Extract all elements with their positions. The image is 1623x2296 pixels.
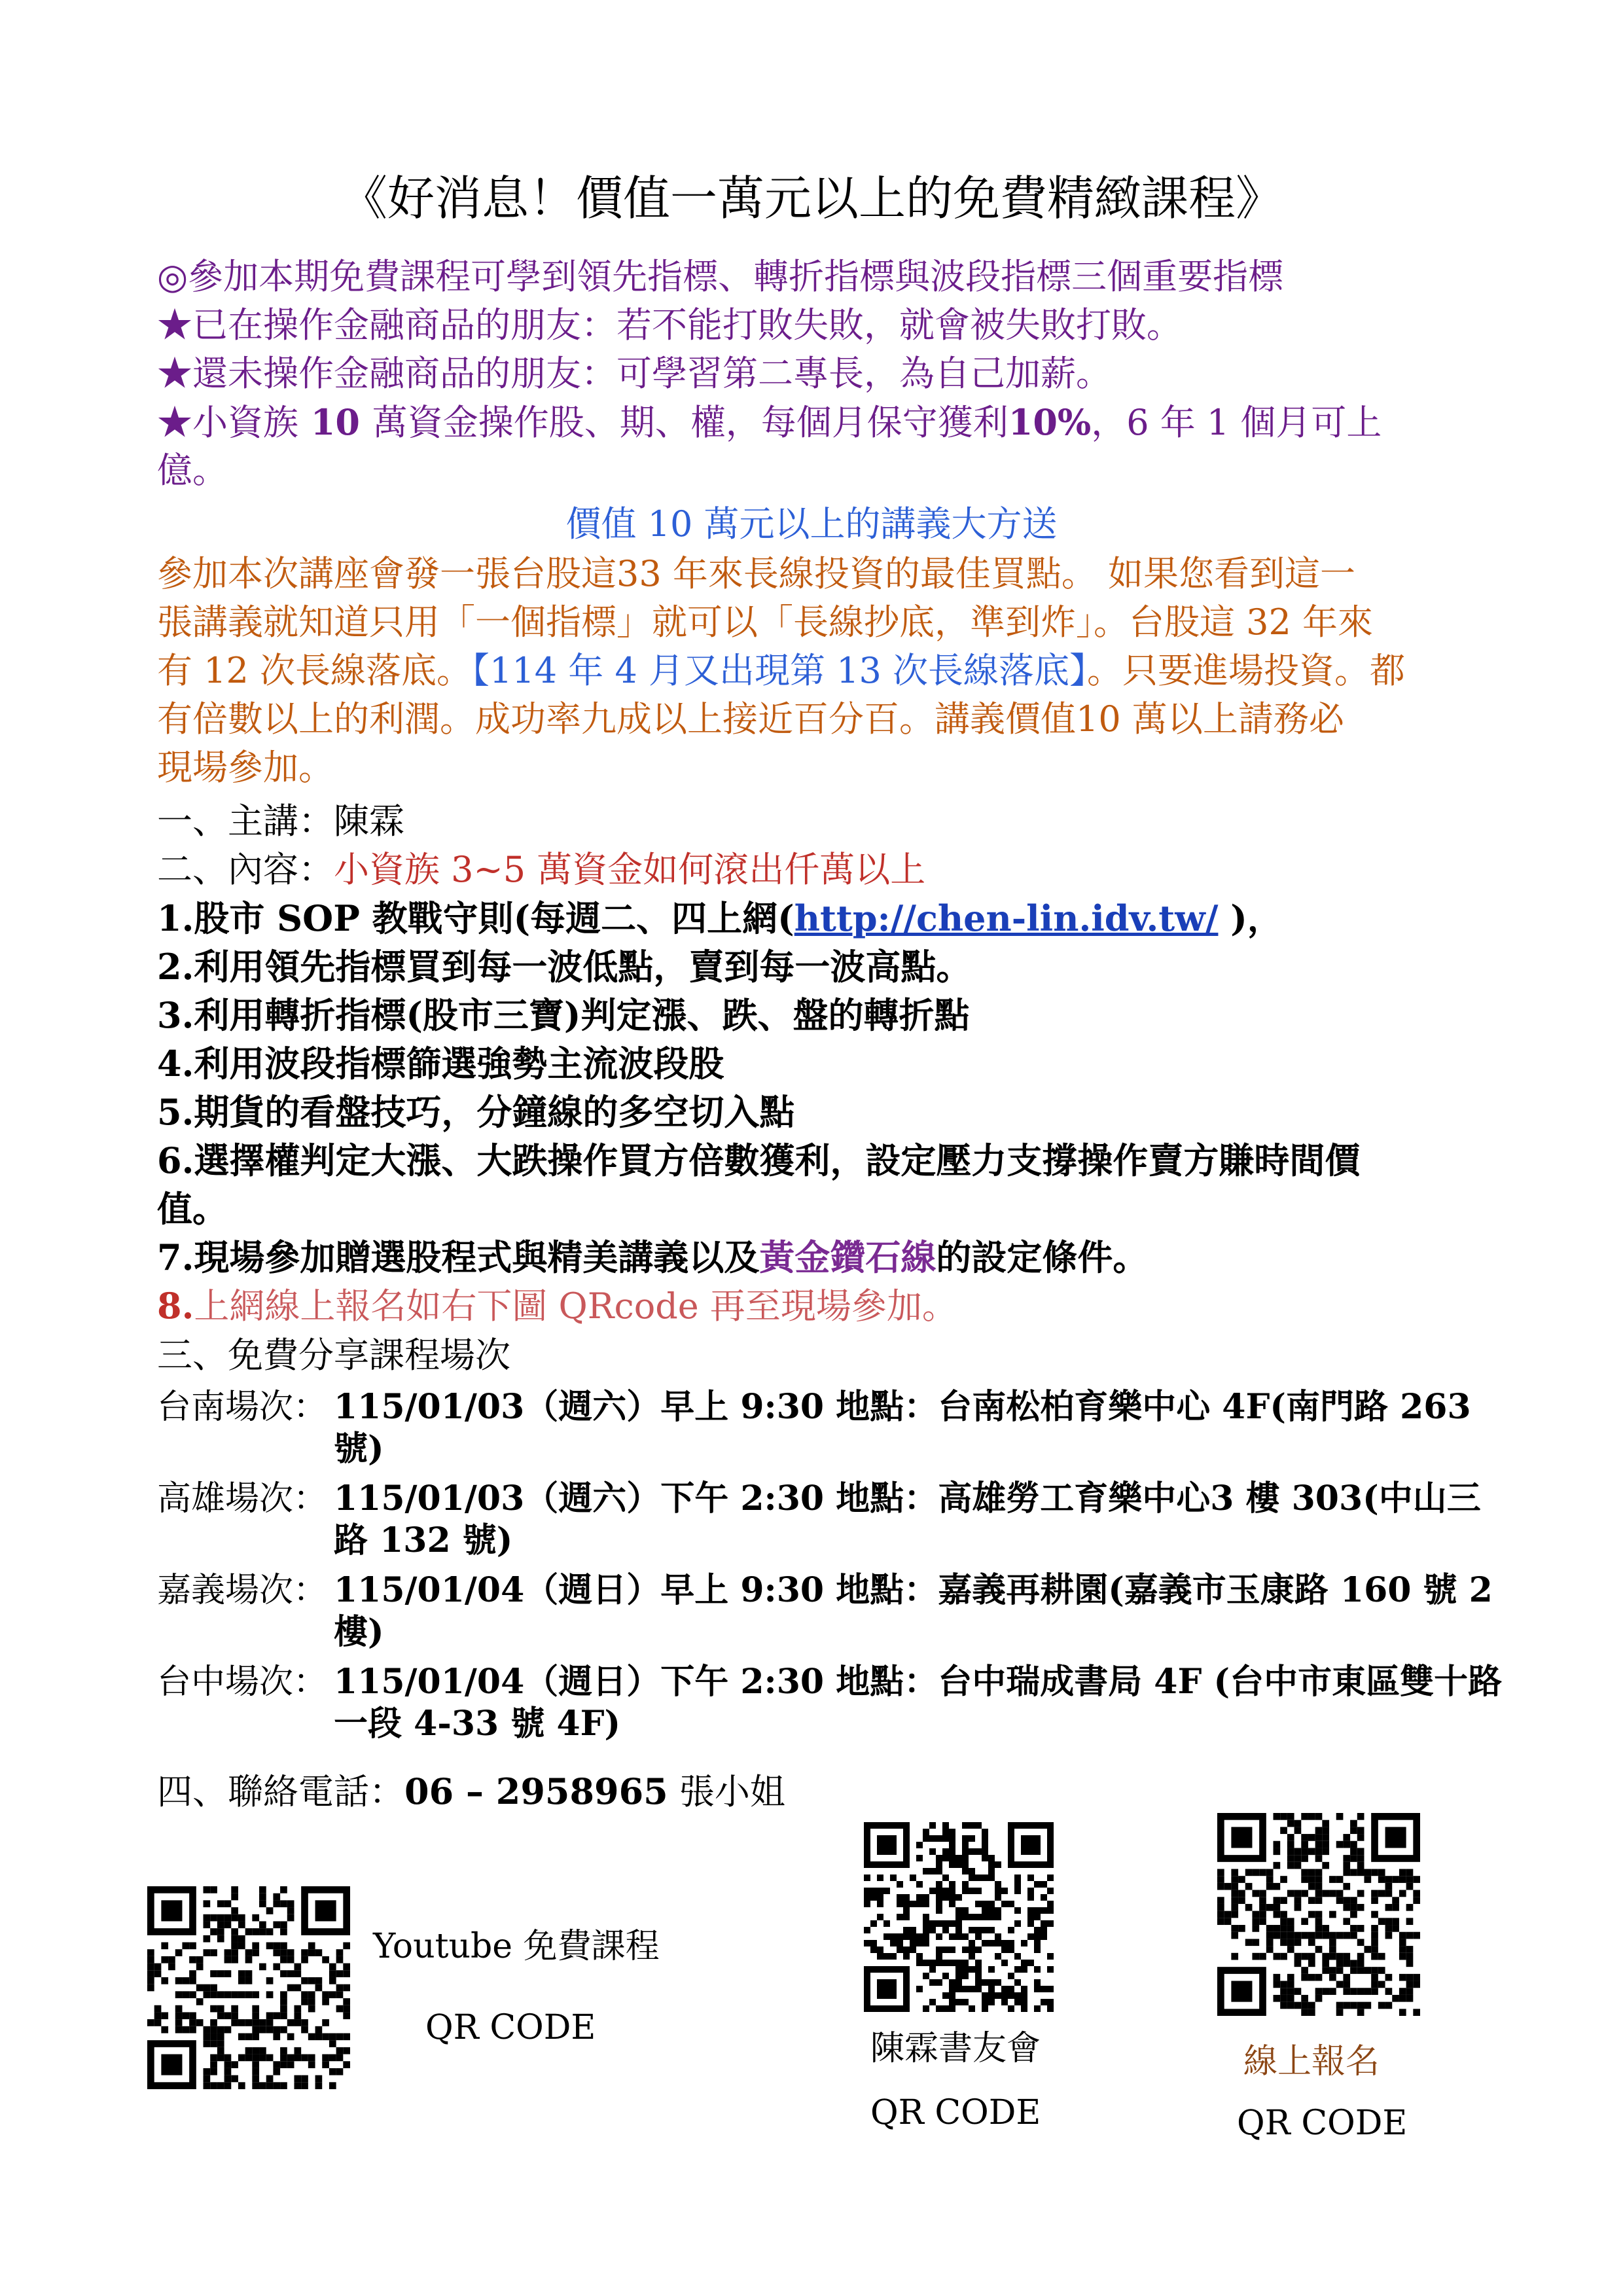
contact-line: 四、聯絡電話：06 – 2958965 張小姐 bbox=[157, 1770, 785, 1812]
contact-phone: 06 – 2958965 bbox=[404, 1770, 668, 1812]
item-3: 3.利用轉折指標(股市三寶)判定漲、跌、盤的轉折點 bbox=[157, 994, 970, 1036]
item-8: 8.上網線上報名如右下圖 QRcode 再至現場參加。 bbox=[157, 1285, 957, 1327]
handout-line-1: 參加本次講座會發一張台股這33 年來長線投資的最佳買點。 如果您看到這一 bbox=[157, 553, 1356, 594]
intro-line-3: ★還未操作金融商品的朋友：可學習第二專長，為自己加薪。 bbox=[157, 353, 1111, 394]
page-title: 《好消息！價值一萬元以上的免費精緻課程》 bbox=[340, 171, 1283, 226]
item-5: 5.期貨的看盤技巧，分鐘線的多空切入點 bbox=[157, 1091, 795, 1133]
venue-detail: 115/01/03（週六）早上 9:30 地點：台南松柏育樂中心 4F(南門路 263 號) bbox=[334, 1387, 1471, 1469]
venue-detail: 115/01/04（週日）早上 9:30 地點：嘉義再耕園(嘉義市玉康路 160 號 2 樓) bbox=[334, 1570, 1493, 1652]
intro-line-2: ★已在操作金融商品的朋友：若不能打敗失敗，就會被失敗打敗。 bbox=[157, 304, 1182, 346]
website-link[interactable]: http://chen-lin.idv.tw/ bbox=[794, 897, 1219, 939]
handout-line-5: 現場參加。 bbox=[157, 747, 334, 788]
item-4: 4.利用波段指標篩選強勢主流波段股 bbox=[157, 1043, 724, 1085]
venues-heading: 三、免費分享課程場次 bbox=[157, 1335, 510, 1376]
handout-line-3: 有 12 次長線落底。【114 年 4 月又出現第 13 次長線落底】。只要進場投資。都 bbox=[157, 650, 1406, 691]
venue-label: 台中場次： bbox=[157, 1662, 328, 1702]
youtube-qr-caption: QR CODE bbox=[425, 2008, 596, 2047]
highlight-bottom-13: 【114 年 4 月又出現第 13 次長線落底】 bbox=[472, 650, 1088, 691]
youtube-qr-label: Youtube 免費課程 bbox=[373, 1927, 660, 1966]
book-club-qr-label: 陳霖書友會 bbox=[870, 2029, 1041, 2068]
item-1: 1.股市 SOP 教戰守則(每週二、四上網(http://chen-lin.idv.tw/ )， bbox=[157, 897, 1283, 939]
venue-label: 台南場次： bbox=[157, 1388, 328, 1427]
venue-label: 嘉義場次： bbox=[157, 1571, 328, 1610]
item-7: 7.現場參加贈選股程式與精美講義以及黃金鑽石線的設定條件。 bbox=[157, 1236, 1149, 1278]
handout-line-2: 張講義就知道只用「一個指標」就可以「長線抄底，準到炸」。台股這 32 年來 bbox=[157, 601, 1374, 643]
book-club-qr-code[interactable] bbox=[864, 1822, 1054, 2012]
youtube-qr-code[interactable] bbox=[147, 1886, 350, 2089]
venue-detail: 115/01/04（週日）下午 2:30 地點：台中瑞成書局 4F (台中市東區雙十路一段 4-33 號 4F) bbox=[334, 1662, 1503, 1744]
item-2: 2.利用領先指標買到每一波低點，賣到每一波高點。 bbox=[157, 946, 972, 988]
venue-label: 高雄場次： bbox=[157, 1479, 328, 1518]
speaker-line: 一、主講：陳霖 bbox=[157, 800, 404, 842]
signup-qr-label: 線上報名 bbox=[1243, 2042, 1380, 2081]
golden-diamond-line: 黃金鑽石線 bbox=[759, 1236, 936, 1278]
book-club-qr-caption: QR CODE bbox=[870, 2093, 1041, 2132]
content-topic: 小資族 3~5 萬資金如何滾出仟萬以上 bbox=[334, 849, 926, 890]
signup-qr-caption: QR CODE bbox=[1237, 2104, 1408, 2143]
handout-line-4: 有倍數以上的利潤。成功率九成以上接近百分百。講義價值10 萬以上請務必 bbox=[157, 698, 1344, 740]
item-6-line-2: 值。 bbox=[157, 1188, 228, 1230]
venue-detail: 115/01/03（週六）下午 2:30 地點：高雄勞工育樂中心3 樓 303(中山三路 132 號) bbox=[334, 1479, 1481, 1560]
intro-line-5: 億。 bbox=[157, 450, 228, 491]
signup-qr-code[interactable] bbox=[1217, 1813, 1420, 2016]
intro-line-4: ★小資族 10 萬資金操作股、期、權，每個月保守獲利10%，6 年 1 個月可上 bbox=[157, 401, 1382, 443]
intro-line-1: ◎參加本期免費課程可學到領先指標、轉折指標與波段指標三個重要指標 bbox=[157, 256, 1284, 297]
content-line: 二、內容：小資族 3~5 萬資金如何滾出仟萬以上 bbox=[157, 849, 926, 890]
handout-heading: 價值 10 萬元以上的講義大方送 bbox=[565, 503, 1058, 545]
item-6-line-1: 6.選擇權判定大漲、大跌操作買方倍數獲利，設定壓力支撐操作賣方賺時間價 bbox=[157, 1139, 1361, 1181]
